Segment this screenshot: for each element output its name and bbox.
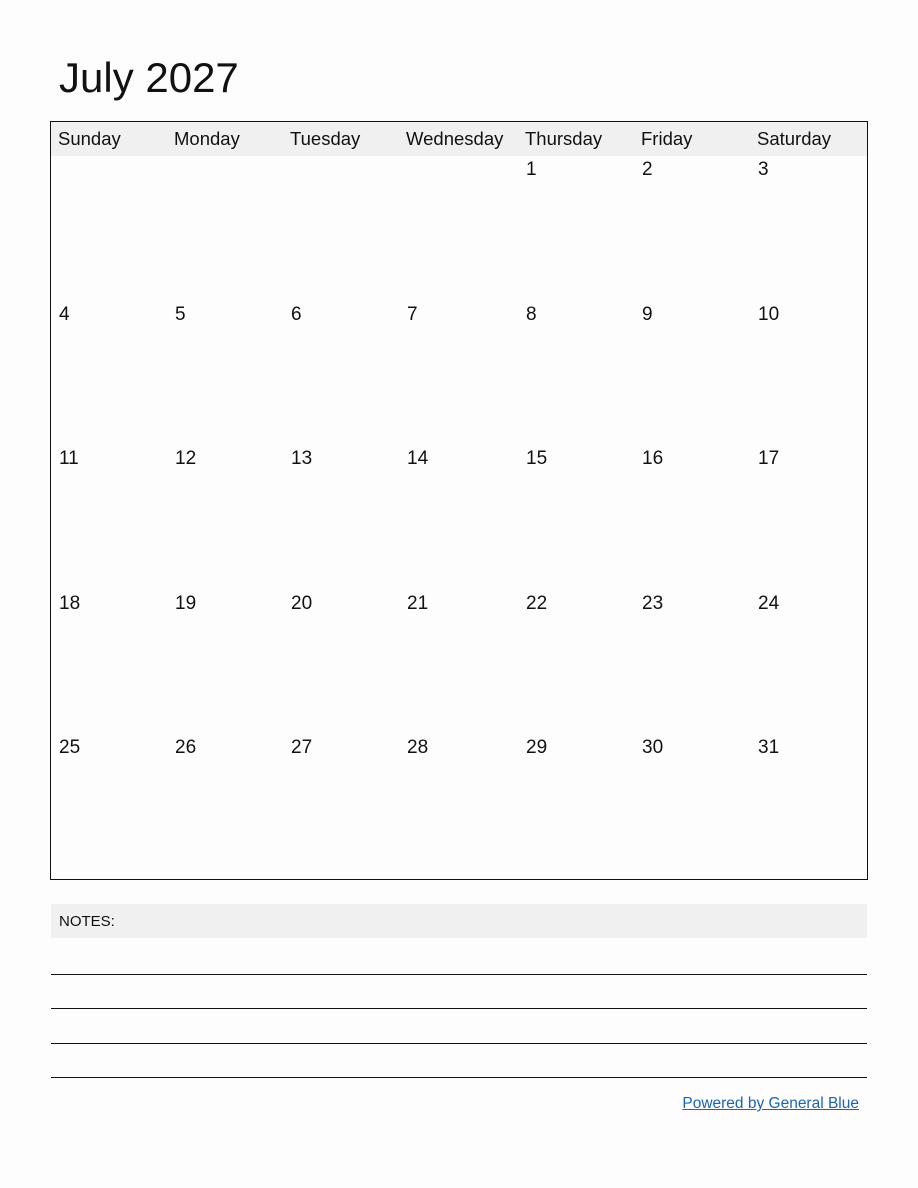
day-cell: 10 xyxy=(758,303,780,325)
day-cell: 21 xyxy=(407,592,429,614)
note-line xyxy=(51,1008,867,1009)
week-row xyxy=(51,734,867,879)
day-cell: 25 xyxy=(59,737,81,759)
day-cell: 30 xyxy=(642,737,664,759)
note-line xyxy=(51,974,867,975)
notes-header xyxy=(51,904,867,938)
day-cell: 7 xyxy=(407,303,418,325)
day-cell: 18 xyxy=(59,592,81,614)
week-row xyxy=(51,301,867,446)
day-cell: 24 xyxy=(758,592,780,614)
day-cell: 9 xyxy=(642,303,653,325)
empty-day-cell xyxy=(399,156,518,301)
weekday-tuesday: Tuesday xyxy=(290,128,361,149)
empty-day-cell xyxy=(51,156,167,301)
week-row xyxy=(51,156,867,301)
weekday-saturday: Saturday xyxy=(757,128,832,149)
week-row xyxy=(51,590,867,735)
page-title: July 2027 xyxy=(59,54,239,101)
day-cell: 12 xyxy=(175,448,197,470)
day-cell: 11 xyxy=(59,448,79,470)
weekday-sunday: Sunday xyxy=(58,128,121,149)
weeks-container xyxy=(51,156,867,879)
day-cell: 2 xyxy=(642,159,653,180)
day-cell: 6 xyxy=(291,303,302,325)
notes-label: NOTES: xyxy=(59,913,115,930)
day-cell: 17 xyxy=(758,448,780,470)
day-cell: 1 xyxy=(526,159,537,180)
day-cell: 31 xyxy=(758,737,780,759)
day-cell: 4 xyxy=(59,303,70,325)
weekday-thursday: Thursday xyxy=(525,128,603,149)
day-cell: 28 xyxy=(407,737,429,759)
day-cell: 13 xyxy=(291,448,313,470)
day-cell: 8 xyxy=(526,303,537,325)
powered-by-link[interactable]: Powered by General Blue xyxy=(682,1095,859,1112)
weekday-wednesday: Wednesday xyxy=(406,128,504,149)
day-cell: 14 xyxy=(407,448,429,470)
empty-day-cell xyxy=(167,156,283,301)
day-cell: 5 xyxy=(175,303,186,325)
weekday-header-row xyxy=(51,122,867,156)
day-cell: 22 xyxy=(526,592,548,614)
day-cell: 19 xyxy=(175,592,197,614)
day-cell: 26 xyxy=(175,737,197,759)
day-cell: 29 xyxy=(526,737,548,759)
empty-day-cell xyxy=(283,156,399,301)
calendar-grid xyxy=(50,121,868,880)
weekday-friday: Friday xyxy=(641,128,693,149)
day-cell: 23 xyxy=(642,592,664,614)
day-cell: 3 xyxy=(758,159,769,180)
day-cell: 15 xyxy=(526,448,548,470)
week-row xyxy=(51,445,867,590)
note-line xyxy=(51,1043,867,1044)
day-cell: 16 xyxy=(642,448,664,470)
note-line xyxy=(51,1077,867,1078)
day-cell: 20 xyxy=(291,592,313,614)
weekday-monday: Monday xyxy=(174,128,240,149)
day-cell: 27 xyxy=(291,737,313,759)
